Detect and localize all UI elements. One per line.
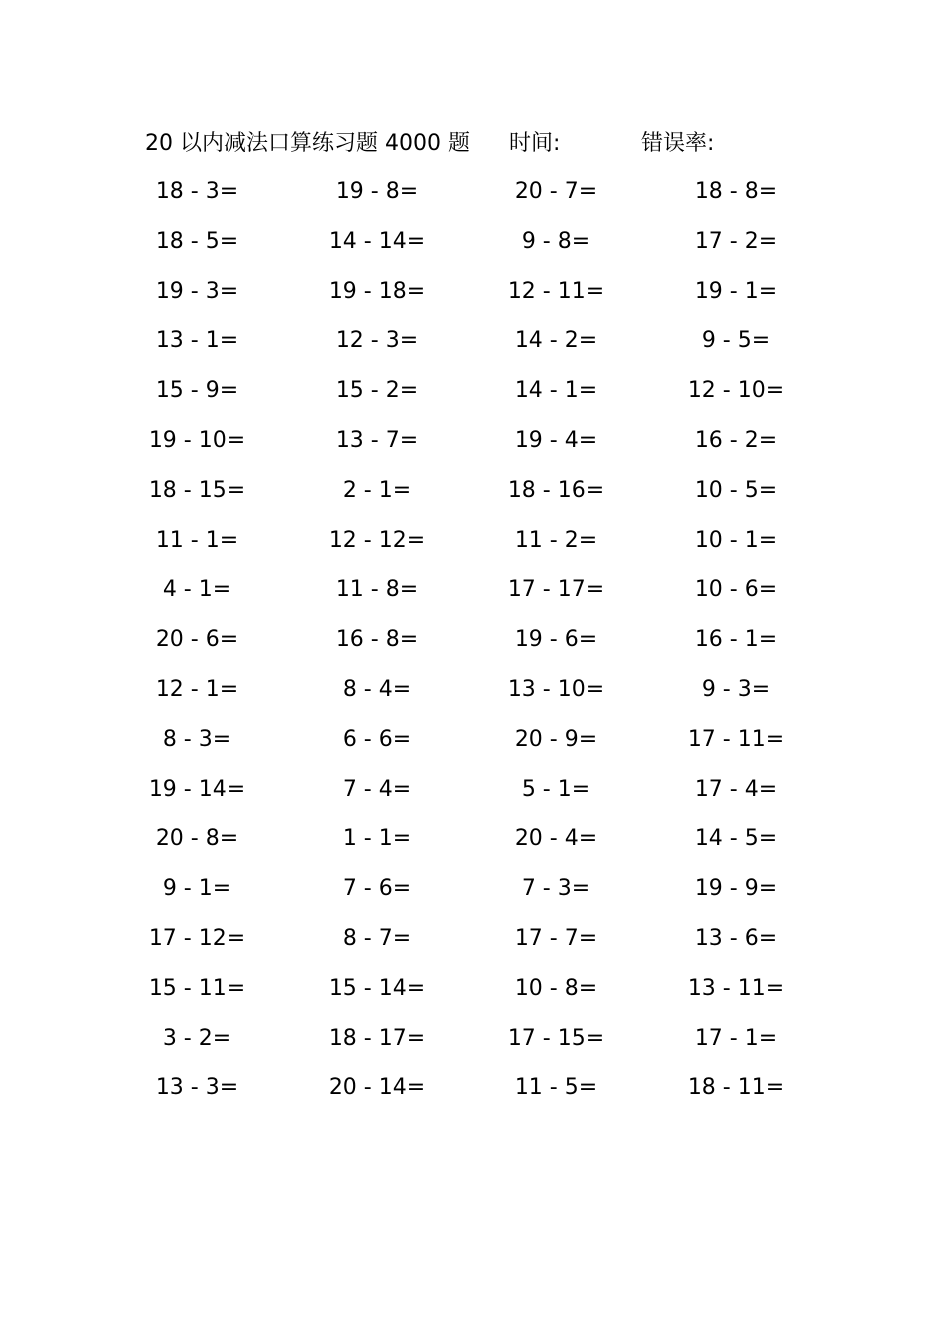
problem-cell: 13 - 7= <box>335 427 419 453</box>
problem-cell: 14 - 1= <box>514 378 598 404</box>
problem-cell: 18 - 11= <box>687 1075 785 1101</box>
problem-row <box>0 670 950 720</box>
problem-cell: 9 - 8= <box>521 228 591 254</box>
problem-cell: 7 - 6= <box>342 876 412 902</box>
problem-cell: 20 - 6= <box>155 627 239 653</box>
problem-row <box>0 521 950 571</box>
problem-cell: 4 - 1= <box>162 577 232 603</box>
problem-cell: 13 - 11= <box>687 975 785 1001</box>
problem-cell: 16 - 2= <box>694 427 778 453</box>
problem-row <box>0 770 950 820</box>
problem-row <box>0 1068 950 1118</box>
problem-cell: 10 - 6= <box>694 577 778 603</box>
problem-row <box>0 222 950 272</box>
problem-cell: 18 - 3= <box>155 179 239 204</box>
problem-cell: 12 - 10= <box>687 378 785 404</box>
problem-row <box>0 272 950 322</box>
problem-cell: 17 - 17= <box>507 577 605 603</box>
worksheet-title: 20 以内减法口算练习题 4000 题 <box>145 131 470 156</box>
problem-cell: 20 - 4= <box>514 826 598 852</box>
problem-cell: 18 - 8= <box>694 179 778 204</box>
problem-row <box>0 720 950 770</box>
problem-cell: 11 - 2= <box>514 527 598 553</box>
problem-cell: 10 - 1= <box>694 527 778 553</box>
problem-cell: 9 - 1= <box>162 876 232 902</box>
problem-cell: 20 - 14= <box>328 1075 426 1101</box>
problem-cell: 7 - 4= <box>342 776 412 802</box>
problem-cell: 19 - 9= <box>694 876 778 902</box>
problem-row <box>0 570 950 620</box>
problem-cell: 16 - 8= <box>335 627 419 653</box>
problem-cell: 2 - 1= <box>342 477 412 503</box>
problem-cell: 15 - 11= <box>148 975 246 1001</box>
problem-cell: 17 - 11= <box>687 726 785 752</box>
problem-cell: 15 - 2= <box>335 378 419 404</box>
problem-row <box>0 371 950 421</box>
problem-cell: 7 - 3= <box>521 876 591 902</box>
problem-cell: 19 - 6= <box>514 627 598 653</box>
problem-row <box>0 919 950 969</box>
problem-cell: 10 - 5= <box>694 477 778 503</box>
problem-cell: 19 - 14= <box>148 776 246 802</box>
problem-cell: 17 - 12= <box>148 925 246 951</box>
problem-cell: 16 - 1= <box>694 627 778 653</box>
problem-cell: 18 - 16= <box>507 477 605 503</box>
problem-row <box>0 471 950 521</box>
problem-row <box>0 321 950 371</box>
error-rate-label: 错误率: <box>641 131 715 156</box>
problem-cell: 15 - 9= <box>155 378 239 404</box>
problem-row <box>0 172 950 222</box>
problem-cell: 15 - 14= <box>328 975 426 1001</box>
problem-cell: 17 - 1= <box>694 1025 778 1051</box>
problem-cell: 12 - 12= <box>328 527 426 553</box>
problem-cell: 18 - 15= <box>148 477 246 503</box>
problem-cell: 19 - 4= <box>514 427 598 453</box>
problem-cell: 10 - 8= <box>514 975 598 1001</box>
problem-cell: 9 - 5= <box>701 328 771 354</box>
problem-cell: 17 - 15= <box>507 1025 605 1051</box>
problem-cell: 8 - 3= <box>162 726 232 752</box>
problem-cell: 17 - 4= <box>694 776 778 802</box>
problem-cell: 12 - 1= <box>155 676 239 702</box>
problem-cell: 11 - 5= <box>514 1075 598 1101</box>
problem-cell: 13 - 6= <box>694 925 778 951</box>
problem-cell: 6 - 6= <box>342 726 412 752</box>
problem-cell: 8 - 7= <box>342 925 412 951</box>
problem-cell: 11 - 1= <box>155 527 239 553</box>
problem-cell: 13 - 1= <box>155 328 239 354</box>
problem-cell: 14 - 14= <box>328 228 426 254</box>
problem-cell: 12 - 11= <box>507 278 605 304</box>
time-label: 时间: <box>509 131 561 156</box>
problem-cell: 3 - 2= <box>162 1025 232 1051</box>
problem-cell: 19 - 18= <box>328 278 426 304</box>
problem-row <box>0 819 950 869</box>
problem-cell: 19 - 3= <box>155 278 239 304</box>
problem-cell: 17 - 7= <box>514 925 598 951</box>
problem-cell: 19 - 8= <box>335 179 419 204</box>
worksheet-header <box>0 126 950 160</box>
problem-cell: 18 - 5= <box>155 228 239 254</box>
problem-cell: 14 - 5= <box>694 826 778 852</box>
problem-cell: 1 - 1= <box>342 826 412 852</box>
problem-cell: 8 - 4= <box>342 676 412 702</box>
problem-cell: 12 - 3= <box>335 328 419 354</box>
problem-row <box>0 620 950 670</box>
problem-row <box>0 421 950 471</box>
problem-cell: 14 - 2= <box>514 328 598 354</box>
problem-cell: 20 - 8= <box>155 826 239 852</box>
problem-cell: 20 - 7= <box>514 179 598 204</box>
problem-row <box>0 969 950 1019</box>
problem-cell: 20 - 9= <box>514 726 598 752</box>
problem-cell: 19 - 10= <box>148 427 246 453</box>
problem-cell: 13 - 3= <box>155 1075 239 1101</box>
problem-cell: 19 - 1= <box>694 278 778 304</box>
problem-cell: 9 - 3= <box>701 676 771 702</box>
problem-cell: 11 - 8= <box>335 577 419 603</box>
problem-cell: 13 - 10= <box>507 676 605 702</box>
problem-row <box>0 1019 950 1069</box>
problem-cell: 17 - 2= <box>694 228 778 254</box>
problem-cell: 5 - 1= <box>521 776 591 802</box>
problem-row <box>0 869 950 919</box>
problem-cell: 18 - 17= <box>328 1025 426 1051</box>
problem-grid <box>0 172 950 1118</box>
